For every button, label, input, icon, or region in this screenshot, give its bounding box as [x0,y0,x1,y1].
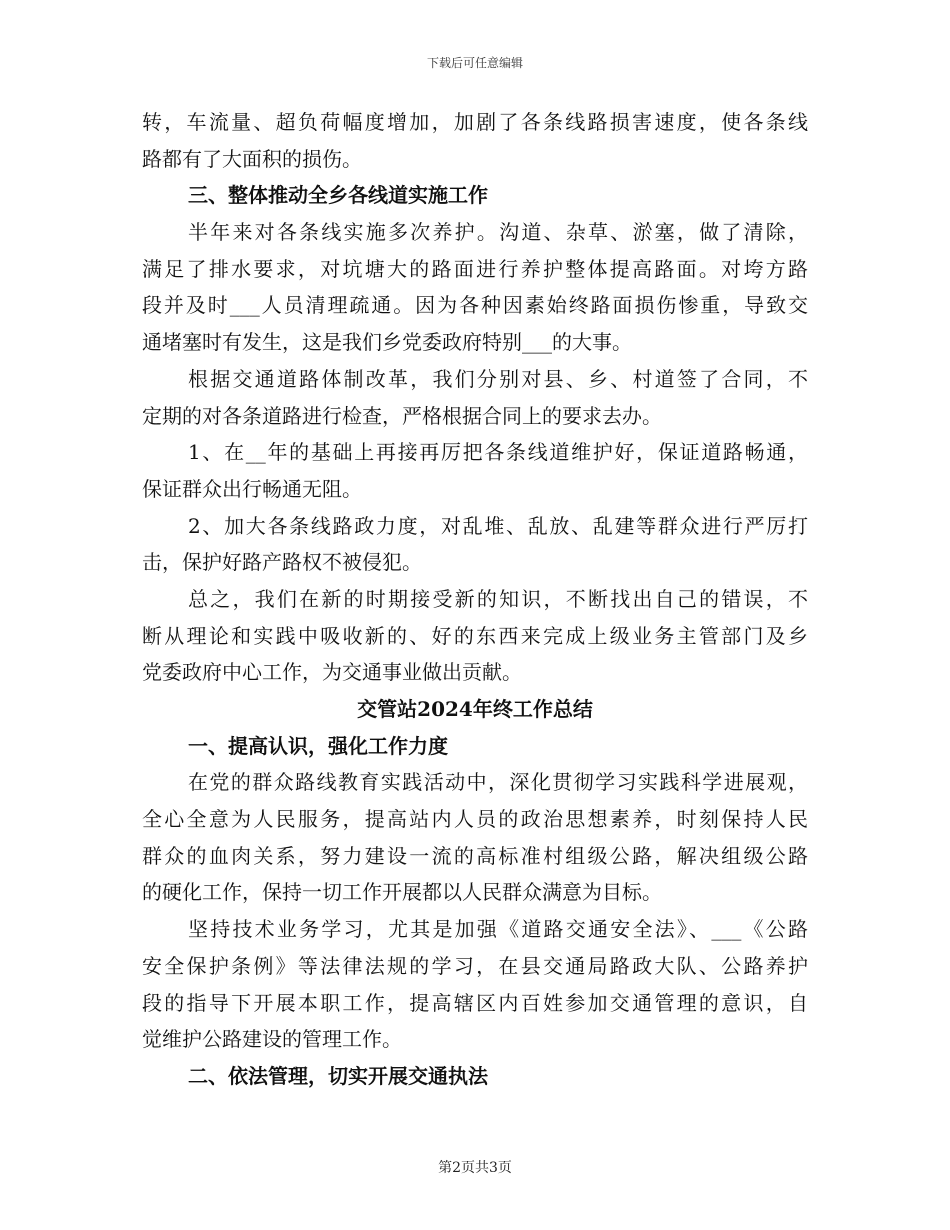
text-line: 断从理论和实践中吸收新的、好的东西来完成上级业务主管部门及乡 [142,623,808,648]
text-line: 段的指导下开展本职工作，提高辖区内百姓参加交通管理的意识，自 [142,990,808,1015]
paragraph-first-line: 根据交通道路体制改革，我们分别对县、乡、村道签了合同，不 [188,366,808,391]
paragraph-first-line: 半年来对各条线实施多次养护。沟道、杂草、淤塞，做了清除， [188,220,808,245]
text-line: 的硬化工作，保持一切工作开展都以人民群众满意为目标。 [142,880,662,905]
paragraph-first-line: 坚持技术业务学习，尤其是加强《道路交通安全法》、___《公路 [188,917,808,942]
page-number: 第2页共3页 [438,1160,512,1176]
paragraph-first-line: 2、加大各条线路政力度，对乱堆、乱放、乱建等群众进行严厉打 [188,513,808,538]
page-header: 下载后可任意编辑 [426,56,523,70]
document-body [142,104,808,1095]
text-line: 全心全意为人民服务，提高站内人员的政治思想素养，时刻保持人民 [142,807,808,832]
text-line: 满足了排水要求，对坑塘大的路面进行养护整体提高路面。对垮方路 [142,256,808,281]
paragraph-first-line: 总之，我们在新的时期接受新的知识，不断找出自己的错误，不 [188,586,808,611]
text-line: 觉维护公路建设的管理工作。 [142,1027,402,1052]
text-line: 群众的血肉关系，努力建设一流的高标准村组级公路，解决组级公路 [142,843,808,868]
document-title: 交管站2024年终工作总结 [357,697,593,721]
section-heading: 一、提高认识，强化工作力度 [188,733,448,758]
text-line: 通堵塞时有发生，这是我们乡党委政府特别___的大事。 [142,330,632,355]
text-line: 击，保护好路产路权不被侵犯。 [142,550,422,575]
text-line: 定期的对各条道路进行检查，严格根据合同上的要求去办。 [142,403,662,428]
text-line: 路都有了大面积的损伤。 [142,146,362,171]
paragraph-first-line: 1、在__年的基础上再接再厉把各条线道维护好，保证道路畅通， [188,440,808,465]
text-line: 安全保护条例》等法律法规的学习，在县交通局路政大队、公路养护 [142,953,808,978]
text-line: 转，车流量、超负荷幅度增加，加剧了各条线路损害速度，使各条线 [142,110,808,134]
text-line: 党委政府中心工作，为交通事业做出贡献。 [142,660,522,685]
paragraph-first-line: 在党的群众路线教育实践活动中，深化贯彻学习实践科学进展观， [188,770,808,795]
text-line: 保证群众出行畅通无阻。 [142,476,362,501]
text-line: 段并及时___人员清理疏通。因为各种因素始终路面损伤惨重，导致交 [142,293,808,318]
section-heading: 三、整体推动全乡各线道实施工作 [188,183,488,208]
section-heading: 二、依法管理，切实开展交通执法 [188,1063,488,1088]
